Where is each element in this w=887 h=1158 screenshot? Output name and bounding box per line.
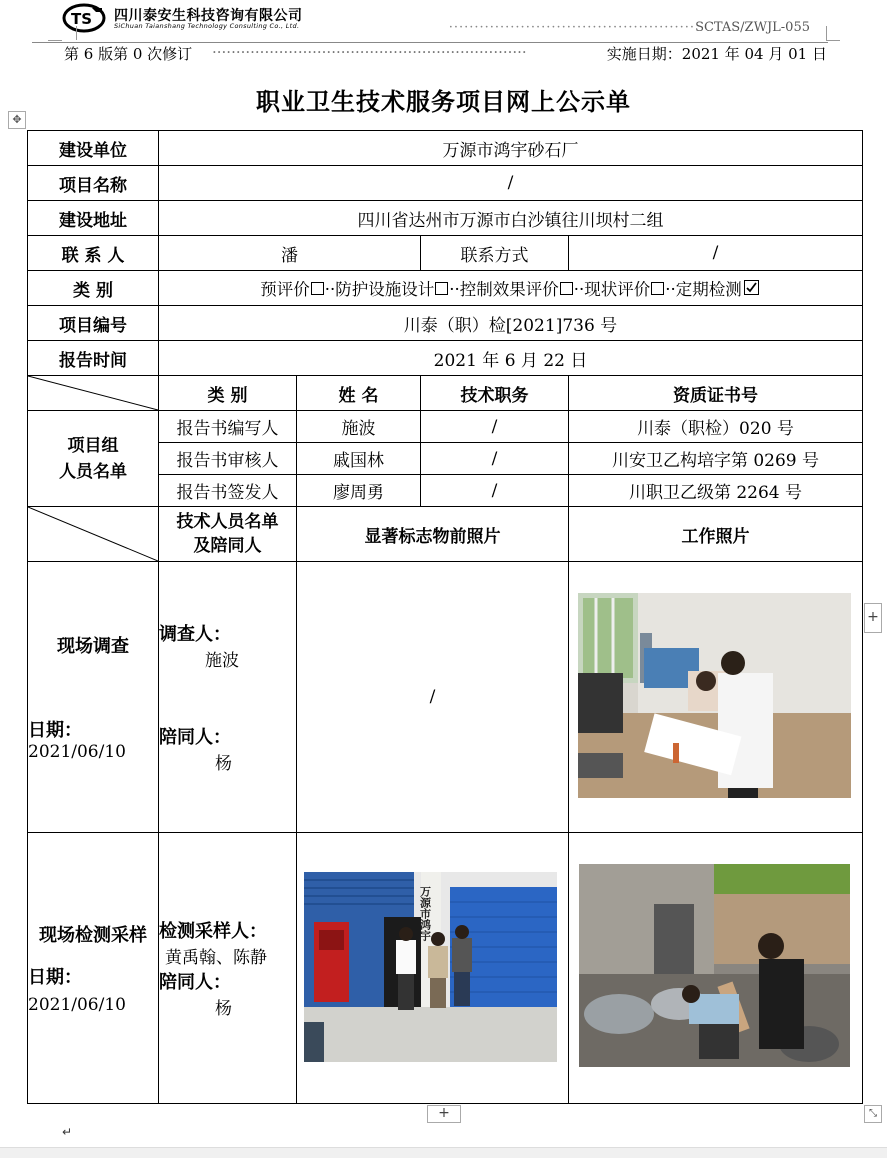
member-name: 廖周勇	[297, 475, 421, 507]
header-dot-leader: ··································································	[212, 43, 527, 61]
member-title: /	[421, 443, 569, 475]
member-name: 施波	[297, 411, 421, 443]
sampling-title-cell	[28, 833, 159, 1104]
contact-value: 潘	[159, 236, 421, 271]
sampler-names: 黄禹翰、陈静	[165, 948, 267, 968]
project-no-value: 川泰（职）检[2021]736 号	[159, 306, 863, 341]
col-header-name: 姓 名	[297, 376, 421, 411]
sampling-landmark-photo	[304, 872, 557, 1062]
member-cert: 川泰（职检）020 号	[569, 411, 863, 443]
col-header-landmark-photo: 显著标志物前照片	[297, 507, 569, 562]
table-move-handle-icon[interactable]: ✥	[8, 111, 26, 129]
add-row-button[interactable]: +	[864, 603, 882, 633]
project-no-label: 项目编号	[28, 306, 159, 341]
crop-mark	[826, 40, 840, 41]
row-construction-unit	[28, 131, 863, 166]
member-role: 报告书签发人	[159, 475, 297, 507]
project-group-label: 项目组 人员名单	[28, 411, 159, 507]
category-option-periodic-test[interactable]: 定期检测	[676, 280, 761, 299]
row-report-time	[28, 341, 863, 376]
member-cert: 川安卫乙构培字第 0269 号	[569, 443, 863, 475]
checkbox-unchecked-icon[interactable]	[651, 282, 664, 295]
sampling-work-photo-cell	[569, 833, 863, 1104]
col-header-role: 类 别	[159, 376, 297, 411]
category-option-control-effect[interactable]: 控制效果评价	[460, 280, 574, 299]
survey-work-photo	[578, 593, 851, 798]
sampling-date-label: 日期：	[28, 967, 82, 988]
diagonal-header-cell	[28, 376, 159, 411]
row-field-sampling	[28, 833, 863, 1104]
survey-people-cell	[159, 562, 297, 833]
implementation-date: 实施日期：2021 年 04 月 01 日	[606, 45, 827, 63]
member-role: 报告书编写人	[159, 411, 297, 443]
investigator-name: 施波	[205, 651, 239, 671]
crop-mark	[62, 26, 77, 40]
category-label: 类 别	[28, 271, 159, 306]
contact-method-value: /	[569, 236, 863, 271]
address-value: 四川省达州市万源市白沙镇往川坝村二组	[159, 201, 863, 236]
survey-work-photo-cell	[569, 562, 863, 833]
checkbox-checked-icon[interactable]	[744, 280, 759, 295]
row-personnel-header	[28, 376, 863, 411]
row-project-name	[28, 166, 863, 201]
survey-companion-name: 杨	[215, 754, 232, 774]
diagonal-line	[28, 507, 158, 561]
report-time-value: 2021 年 6 月 22 日	[159, 341, 863, 376]
col-header-staff-companion: 技术人员名单 及陪同人	[159, 507, 297, 562]
row-project-no	[28, 306, 863, 341]
category-option-pre-evaluation[interactable]: 预评价	[260, 280, 325, 299]
member-title: /	[421, 475, 569, 507]
row-field-survey	[28, 562, 863, 833]
company-name-cn: 四川泰安生科技咨询有限公司	[114, 8, 303, 24]
status-bar	[0, 1147, 887, 1158]
survey-date: 2021/06/10	[28, 742, 126, 762]
checkbox-unchecked-icon[interactable]	[560, 282, 573, 295]
notice-table	[27, 130, 863, 1104]
row-contact	[28, 236, 863, 271]
paragraph-mark-icon: ↵	[62, 1125, 73, 1139]
sampler-label: 检测采样人：	[159, 921, 267, 942]
sampling-work-photo	[579, 864, 850, 1067]
company-name-en: SiChuan Taianshang Technology Consulting Co., Ltd.	[114, 22, 300, 30]
col-header-work-photo: 工作照片	[569, 507, 863, 562]
member-cert: 川职卫乙级第 2264 号	[569, 475, 863, 507]
crop-mark	[48, 40, 62, 41]
row-category	[28, 271, 863, 306]
personnel-row	[28, 411, 863, 443]
sampling-companion-label: 陪同人：	[159, 972, 231, 993]
construction-unit-value: 万源市鸿宇砂石厂	[159, 131, 863, 166]
sampling-landmark-photo-cell	[297, 833, 569, 1104]
checkbox-unchecked-icon[interactable]	[311, 282, 324, 295]
category-option-protection-design[interactable]: 防护设施设计	[335, 280, 449, 299]
category-options: 预评价 ··防护设施设计 ··控制效果评价 ··现状评价 ··定期检测	[159, 271, 863, 306]
report-time-label: 报告时间	[28, 341, 159, 376]
survey-companion-label: 陪同人：	[159, 727, 231, 748]
resize-table-handle-icon[interactable]: ⤡	[864, 1105, 882, 1123]
landmark-photo-placeholder: /	[429, 687, 436, 707]
contact-method-label: 联系方式	[421, 236, 569, 271]
project-name-value: /	[159, 166, 863, 201]
sampling-people-cell	[159, 833, 297, 1104]
survey-date-label: 日期：	[28, 720, 82, 741]
member-name: 戚国林	[297, 443, 421, 475]
diagonal-header-cell	[28, 507, 159, 562]
crop-mark	[826, 26, 841, 40]
row-address	[28, 201, 863, 236]
company-logo	[62, 3, 382, 33]
row-photo-header	[28, 507, 863, 562]
member-role: 报告书审核人	[159, 443, 297, 475]
svg-text:TS: TS	[71, 10, 93, 28]
category-option-status-evaluation[interactable]: 现状评价	[584, 280, 665, 299]
revision-text: 第 6 版第 0 次修订	[64, 45, 193, 63]
contact-label: 联 系 人	[28, 236, 159, 271]
survey-title: 现场调查	[57, 636, 129, 657]
col-header-title: 技术职务	[421, 376, 569, 411]
storefront-sign-text: 万源市鸿宇	[418, 886, 432, 941]
document-number: ················································SCTAS/ZWJL-055	[448, 20, 810, 35]
sampling-date: 2021/06/10	[28, 995, 126, 1015]
survey-title-cell	[28, 562, 159, 833]
sampling-companion-name: 杨	[215, 999, 232, 1019]
member-title: /	[421, 411, 569, 443]
add-table-row-button[interactable]: +	[427, 1105, 461, 1123]
survey-landmark-photo-cell	[297, 562, 569, 833]
construction-unit-label: 建设单位	[28, 131, 159, 166]
checkbox-unchecked-icon[interactable]	[435, 282, 448, 295]
project-name-label: 项目名称	[28, 166, 159, 201]
address-label: 建设地址	[28, 201, 159, 236]
col-header-cert: 资质证书号	[569, 376, 863, 411]
investigator-label: 调查人：	[159, 624, 231, 645]
diagonal-line	[28, 376, 158, 410]
page-title: 职业卫生技术服务项目网上公示单	[256, 87, 631, 116]
sampling-title: 现场检测采样	[39, 925, 147, 946]
